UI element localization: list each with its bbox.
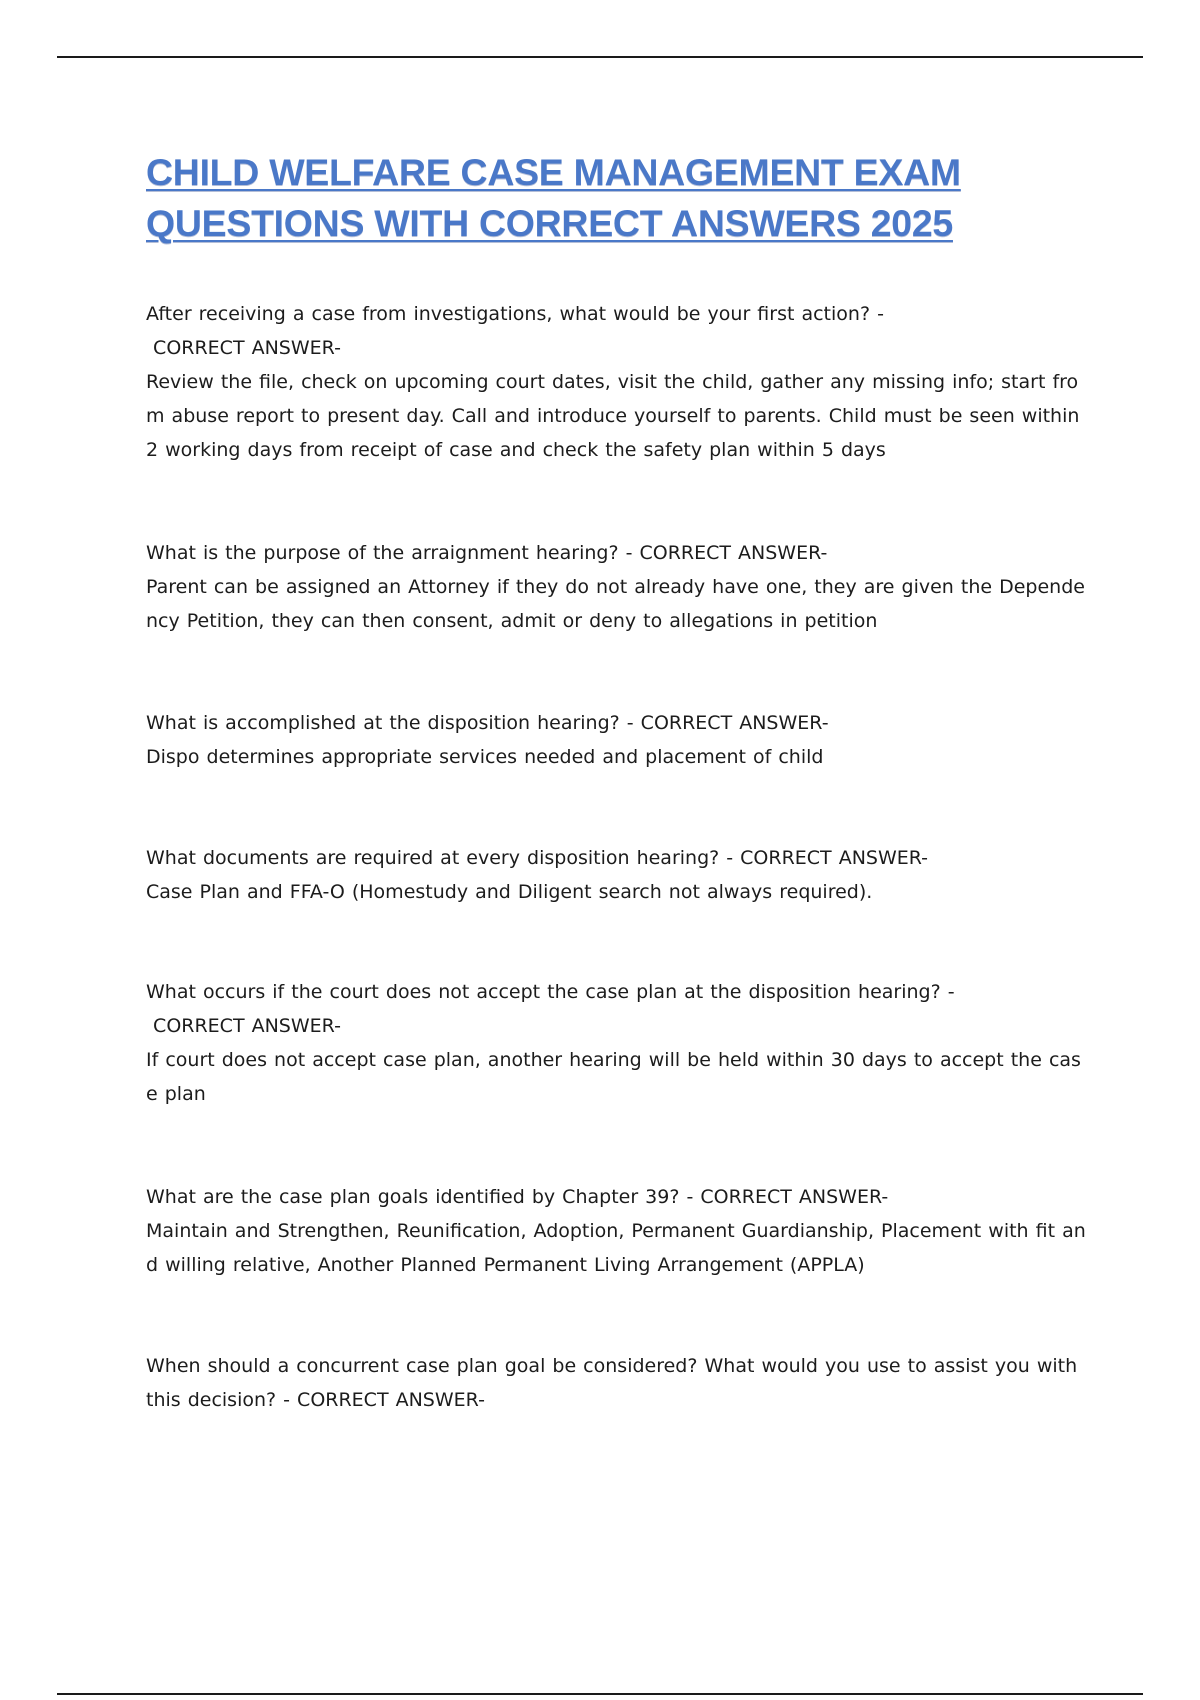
question-text: What occurs if the court does not accept the case plan at the disposition hearing? - CORRECT ANSWER-	[146, 981, 955, 1037]
answer-text: Dispo determines appropriate services needed and placement of child	[146, 746, 824, 768]
answer-text: If court does not accept case plan, another hearing will be held within 30 days to accept the case plan	[146, 1049, 1081, 1105]
qa-item	[146, 841, 1088, 909]
qa-item	[146, 1349, 1088, 1417]
question-text: When should a concurrent case plan goal be considered? What would you use to assist you with this decision? - CORRECT ANSWER-	[146, 1355, 1085, 1411]
qa-item	[146, 706, 1088, 774]
qa-item	[146, 536, 1088, 638]
qa-item	[146, 975, 1088, 1111]
answer-text: Review the file, check on upcoming court dates, visit the child, gather any missing info; start from abuse report to present day. Call and introduce yourself to parents. Child must be seen within 2 working days from receipt of case and check the safety plan within 5 days	[146, 371, 1087, 461]
top-rule	[57, 56, 1143, 58]
question-text: After receiving a case from investigations, what would be your first action? - CORRECT ANSWER-	[146, 303, 884, 359]
answer-text: Parent can be assigned an Attorney if they do not already have one, they are given the Dependency Petition, they can then consent, admit or deny to allegations in petition	[146, 576, 1085, 632]
question-text: What are the case plan goals identified by Chapter 39? - CORRECT ANSWER-	[146, 1186, 889, 1208]
question-text: What documents are required at every disposition hearing? - CORRECT ANSWER-	[146, 847, 929, 869]
answer-text: Maintain and Strengthen, Reunification, Adoption, Permanent Guardianship, Placement with fit and willing relative, Another Planned Permanent Living Arrangement (APPLA)	[146, 1220, 1086, 1276]
qa-item	[146, 1180, 1088, 1282]
qa-item	[146, 297, 1088, 467]
question-text: What is accomplished at the disposition hearing? - CORRECT ANSWER-	[146, 712, 829, 734]
document-title: CHILD WELFARE CASE MANAGEMENT EXAM QUESTIONS WITH CORRECT ANSWERS 2025	[146, 151, 961, 244]
bottom-rule	[57, 1693, 1143, 1695]
answer-text: Case Plan and FFA-O (Homestudy and Diligent search not always required).	[146, 881, 873, 903]
question-text: What is the purpose of the arraignment hearing? - CORRECT ANSWER-	[146, 542, 828, 564]
